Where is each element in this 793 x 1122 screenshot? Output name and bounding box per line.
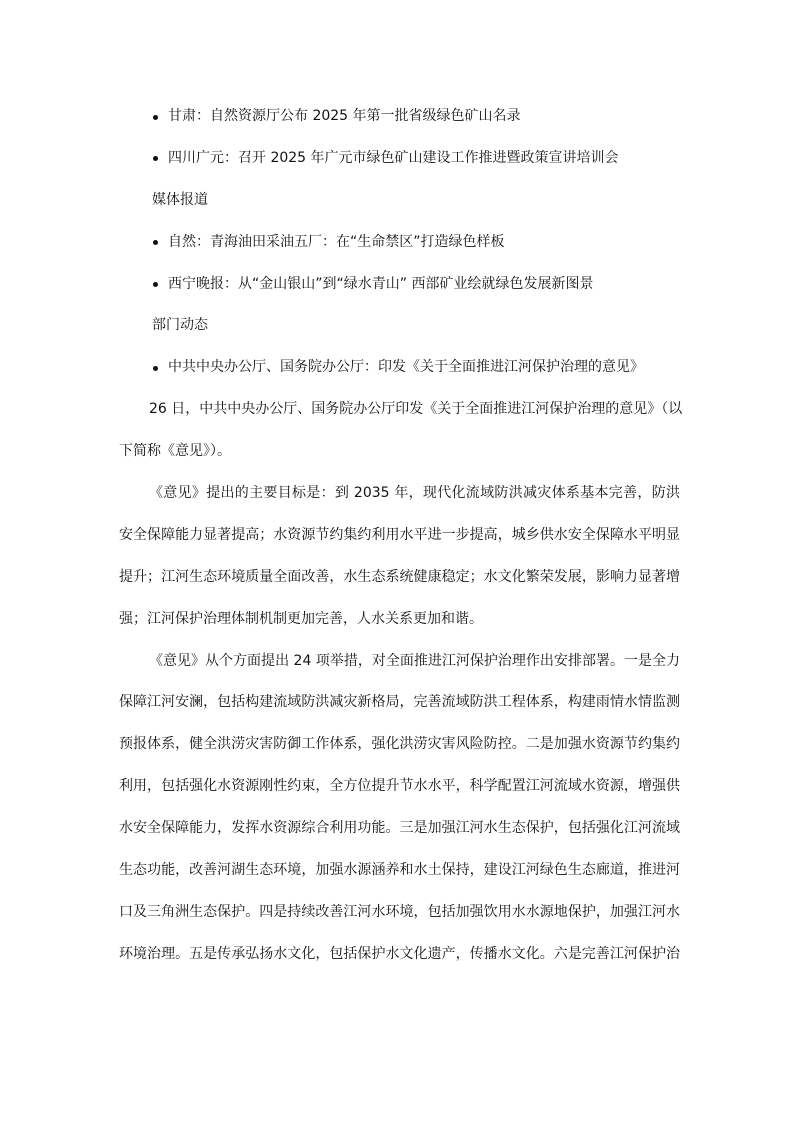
list-item — [119, 264, 680, 306]
bullet-icon — [153, 240, 158, 245]
section-heading-department-news: 部门动态 — [152, 317, 208, 334]
paragraph-line: 环境治理。五是传承弘扬水文化，包括保护水文化遗产，传播水文化。六是完善江河保护治 — [119, 945, 680, 962]
list-item-text: 四川广元：召开 2025 年广元市绿色矿山建设工作推进暨政策宣讲培训会 — [168, 149, 619, 166]
department-news-section — [119, 305, 680, 389]
list-item — [119, 222, 680, 264]
paragraph-line: 生态功能，改善河湖生态环境，加强水源涵养和水土保持，建设江河绿色生态廊道，推进河 — [119, 862, 680, 879]
paragraph-line: 26 日，中共中央办公厅、国务院办公厅印发《关于全面推进江河保护治理的意见》（以 — [149, 401, 683, 418]
paragraph-line: 水安全保障能力，发挥水资源综合利用功能。三是加强江河水生态保护，包括强化江河流域 — [119, 820, 680, 837]
paragraph-line: 安全保障能力显著提高；水资源节约集约利用水平进一步提高，城乡供水安全保障水平明显 — [119, 526, 680, 543]
section-heading-media-reports: 媒体报道 — [152, 191, 208, 208]
paragraph-line: 保障江河安澜，包括构建流域防洪减灾新格局，完善流域防洪工程体系，构建雨情水情监测 — [119, 694, 680, 711]
bullet-icon — [153, 366, 158, 371]
bullet-icon — [153, 282, 158, 287]
list-item-text: 西宁晚报：从“金山银山”到“绿水青山” 西部矿业绘就绿色发展新图景 — [168, 275, 594, 292]
paragraph-line: 利用，包括强化水资源刚性约束，全方位提升节水水平，科学配置江河流域水资源，增强供 — [119, 778, 680, 795]
paragraph — [119, 389, 683, 473]
paragraph — [119, 641, 680, 976]
list-item — [119, 347, 680, 389]
bullet-icon — [153, 156, 158, 161]
list-item — [119, 138, 680, 180]
list-item-text: 自然：青海油田采油五厂：在“生命禁区”打造绿色样板 — [168, 233, 505, 250]
list-item — [119, 96, 680, 138]
list-item-text: 甘肃：自然资源厅公布 2025 年第一批省级绿色矿山名录 — [168, 108, 521, 124]
paragraph-line: 强；江河保护治理体制机制更加完善，人水关系更加和谐。 — [119, 610, 483, 627]
paragraph-line: 预报体系，健全洪涝灾害防御工作体系，强化洪涝灾害风险防控。二是加强水资源节约集约 — [119, 736, 680, 753]
paragraph-line: 口及三角洲生态保护。四是持续改善江河水环境，包括加强饮用水水源地保护，加强江河水 — [119, 903, 680, 920]
list-item-text: 中共中央办公厅、国务院办公厅：印发《关于全面推进江河保护治理的意见》 — [168, 359, 644, 376]
paragraph-line: 《意见》提出的主要目标是：到 2035 年，现代化流域防洪减灾体系基本完善，防洪 — [149, 485, 680, 502]
paragraph-line: 提升；江河生态环境质量全面改善，水生态系统健康稳定；水文化繁荣发展，影响力显著增 — [119, 568, 680, 585]
media-reports-section — [119, 180, 680, 306]
document-page — [119, 96, 683, 976]
paragraph-line: 下简称《意见》）。 — [119, 443, 231, 460]
news-list — [119, 96, 680, 180]
paragraph — [119, 473, 680, 641]
article-body — [119, 389, 683, 975]
bullet-icon — [153, 115, 158, 120]
paragraph-line: 《意见》从个方面提出 24 项举措，对全面推进江河保护治理作出安排部署。一是全力 — [149, 652, 680, 669]
